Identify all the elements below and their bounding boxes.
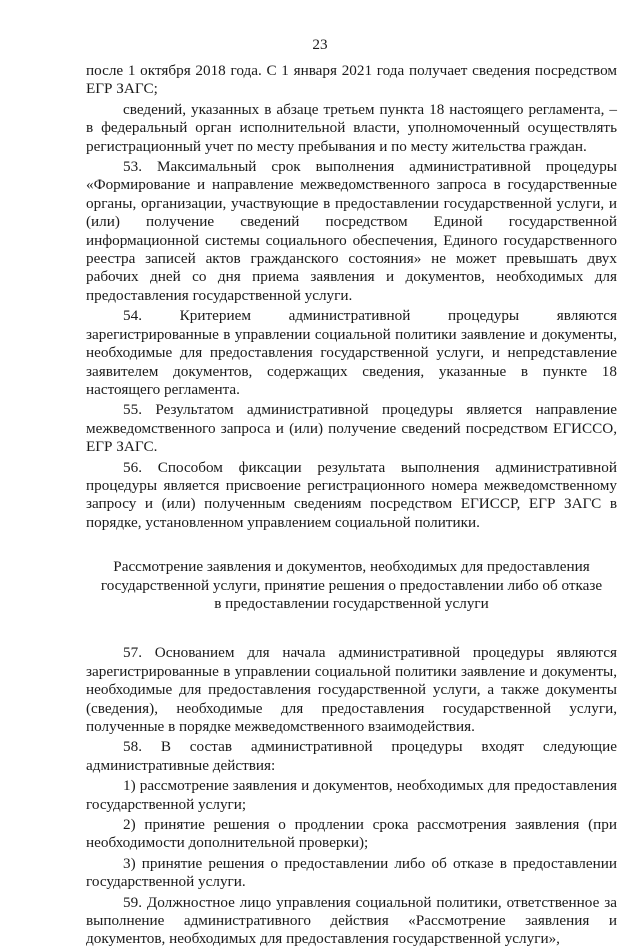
paragraph-57: 57. Основанием для начала административной процедуры являются зарегистрированные в управлении социальной политики заявление и документы, необходимые для предоставления государственной услуги, а также документы (сведения), необходимые для предоставления государственной услуги, полученные в порядке межведомственного взаимодействия. bbox=[86, 644, 617, 735]
paragraph-55: 55. Результатом административной процедуры является направление межведомственного запроса и (или) получение сведений посредством ЕГИССО, ЕГР ЗАГС. bbox=[86, 401, 617, 456]
list-item-2: 2) принятие решения о продлении срока рассмотрения заявления (при необходимости дополнительной проверки); bbox=[86, 816, 617, 852]
paragraph-59: 59. Должностное лицо управления социальной политики, ответственное за выполнение административного действия «Рассмотрение заявления и документов, необходимых для предоставления государственной услуги», bbox=[86, 893, 617, 948]
list-item-3: 3) принятие решения о предоставлении либо об отказе в предоставлении государственной услуги. bbox=[86, 854, 617, 891]
paragraph: после 1 октября 2018 года. С 1 января 2021 года получает сведения посредством ЕГР ЗАГС; bbox=[86, 62, 617, 98]
heading-line: в предоставлении государственной услуги bbox=[214, 594, 489, 612]
section-heading bbox=[86, 558, 617, 613]
list-item-1: 1) рассмотрение заявления и документов, необходимых для предоставления государственной услуги; bbox=[86, 777, 617, 813]
paragraph-53: 53. Максимальный срок выполнения административной процедуры «Формирование и направление межведомственного запроса в государственные органы, организации, участвующие в предоставлении государственной услуги, и (или) получение сведений посредством Единой государственной информационной системы социального обеспечения, Единого государственного реестра записей актов гражданского состояния» не может превышать двух рабочих дней со дня приема заявления и документов, необходимых для предоставления государственной услуги. bbox=[86, 158, 617, 304]
page-number: 23 bbox=[312, 36, 328, 53]
paragraph-56: 56. Способом фиксации результата выполнения административной процедуры является присвоение регистрационного номера межведомственному запросу и (или) полученным сведениям посредством ЕГИССР, ЕГР ЗАГС в порядке, установленном управлением социальной политики. bbox=[86, 458, 617, 531]
heading-line: государственной услуги, принятие решения о предоставлении либо об отказе bbox=[100, 576, 603, 594]
paragraph-54: 54. Критерием административной процедуры являются зарегистрированные в управлении социальной политики заявление и документы, необходимые для предоставления государственной услуги, и непредставление заявителем документов, содержащих сведения, указанные в пункте 18 настоящего регламента. bbox=[86, 307, 617, 398]
document-body bbox=[86, 62, 617, 949]
paragraph: сведений, указанных в абзаце третьем пункта 18 настоящего регламента, – в федеральный орган исполнительной власти, уполномоченный осуществлять регистрационный учет по месту пребывания и по месту жительства граждан. bbox=[86, 100, 617, 155]
paragraph-58: 58. В состав административной процедуры входят следующие административные действия: bbox=[86, 738, 617, 774]
heading-line: Рассмотрение заявления и документов, необходимых для предоставления bbox=[113, 558, 590, 576]
